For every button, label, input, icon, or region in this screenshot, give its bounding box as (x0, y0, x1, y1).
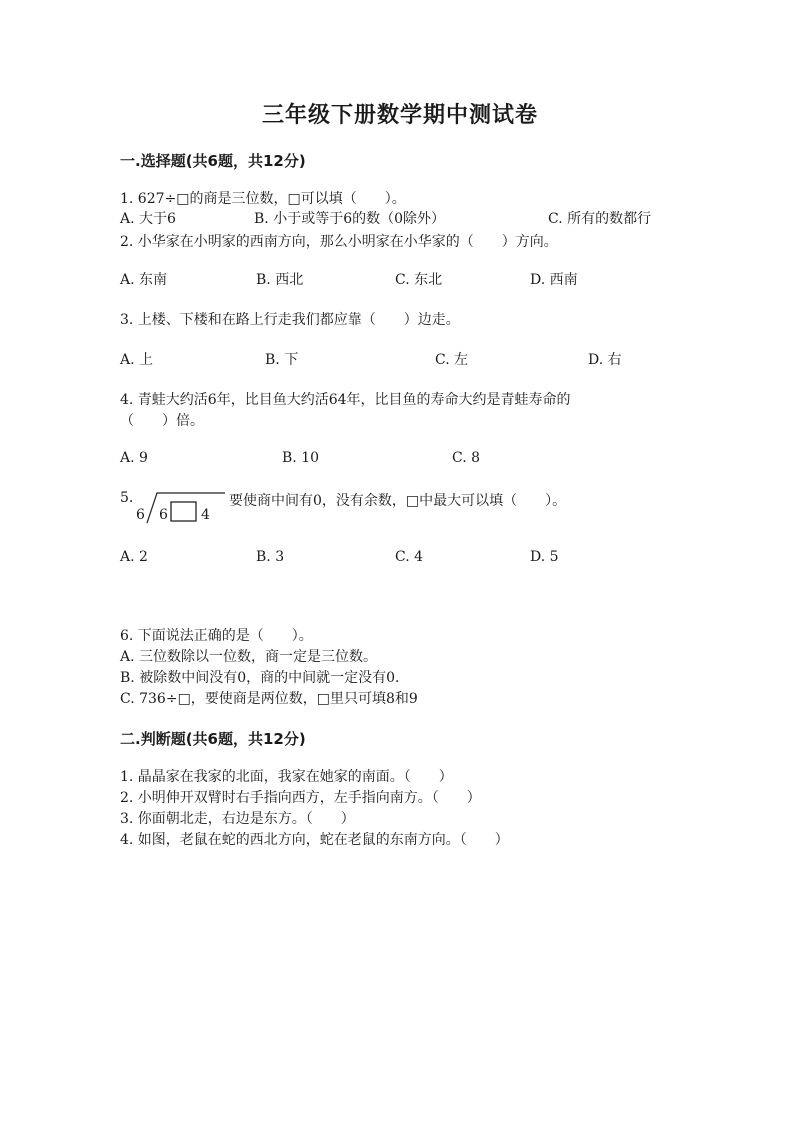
question-2-option-c: C. 东北 (395, 272, 443, 288)
question-6-option-b: B. 被除数中间没有0，商的中间就一定没有0. (120, 670, 400, 686)
question-2-option-b: B. 西北 (256, 272, 304, 288)
long-division-figure (135, 489, 227, 525)
question-6-option-a: A. 三位数除以一位数，商一定是三位数。 (120, 649, 378, 665)
question-6-option-c: C. 736÷□，要使商是两位数，□里只可填8和9 (120, 691, 418, 707)
question-3-stem: 3. 上楼、下楼和在路上行走我们都应靠（ ）边走。 (120, 312, 460, 328)
question-3-option-b: B. 下 (265, 352, 299, 368)
judgement-item-1: 1. 晶晶家在我家的北面，我家在她家的南面。（ ） (120, 769, 453, 785)
divisor-digit: 6 (136, 507, 145, 523)
question-2-option-d: D. 西南 (530, 272, 578, 288)
dividend-left-digit: 6 (159, 507, 168, 523)
blank-box (171, 502, 196, 521)
question-5-stem: 要使商中间有0，没有余数，□中最大可以填（ ）。 (229, 493, 567, 509)
question-5-number: 5. (120, 490, 134, 506)
question-3-option-c: C. 左 (435, 352, 469, 368)
question-2-option-a: A. 东南 (120, 272, 168, 288)
question-2-stem: 2. 小华家在小明家的西南方向，那么小明家在小华家的（ ）方向。 (120, 234, 558, 250)
section-heading-choice: 一.选择题(共6题，共12分) (120, 152, 306, 170)
section-heading-judgement: 二.判断题(共6题，共12分) (120, 730, 306, 748)
judgement-item-2: 2. 小明伸开双臂时右手指向西方，左手指向南方。（ ） (120, 790, 481, 806)
page-title: 三年级下册数学期中测试卷 (261, 102, 538, 128)
question-4-stem-line1: 4. 青蛙大约活6年，比目鱼大约活64年，比目鱼的寿命大约是青蛙寿命的 (120, 392, 571, 408)
judgement-item-4: 4. 如图，老鼠在蛇的西北方向，蛇在老鼠的东南方向。（ ） (120, 832, 509, 848)
question-1-option-c: C. 所有的数都行 (548, 211, 652, 227)
question-4-option-c: C. 8 (452, 450, 481, 466)
question-5-option-b: B. 3 (256, 549, 285, 565)
question-4-option-b: B. 10 (282, 450, 320, 466)
question-5-option-d: D. 5 (530, 549, 559, 565)
judgement-item-3: 3. 你面朝北走，右边是东方。（ ） (120, 811, 355, 827)
question-3-option-a: A. 上 (120, 352, 154, 368)
question-4-stem-line2: （ ）倍。 (120, 413, 204, 429)
question-1-option-a: A. 大于6 (120, 211, 176, 227)
question-1-stem: 1. 627÷□的商是三位数，□可以填（ ）。 (120, 191, 406, 207)
question-5-option-c: C. 4 (395, 549, 424, 565)
question-3-option-d: D. 右 (588, 352, 622, 368)
question-4-option-a: A. 9 (120, 450, 148, 466)
dividend-right-digit: 4 (201, 507, 210, 523)
question-5-option-a: A. 2 (120, 549, 148, 565)
question-6-stem: 6. 下面说法正确的是（ ）。 (120, 628, 313, 644)
question-1-option-b: B. 小于或等于6的数（0除外） (254, 211, 446, 227)
